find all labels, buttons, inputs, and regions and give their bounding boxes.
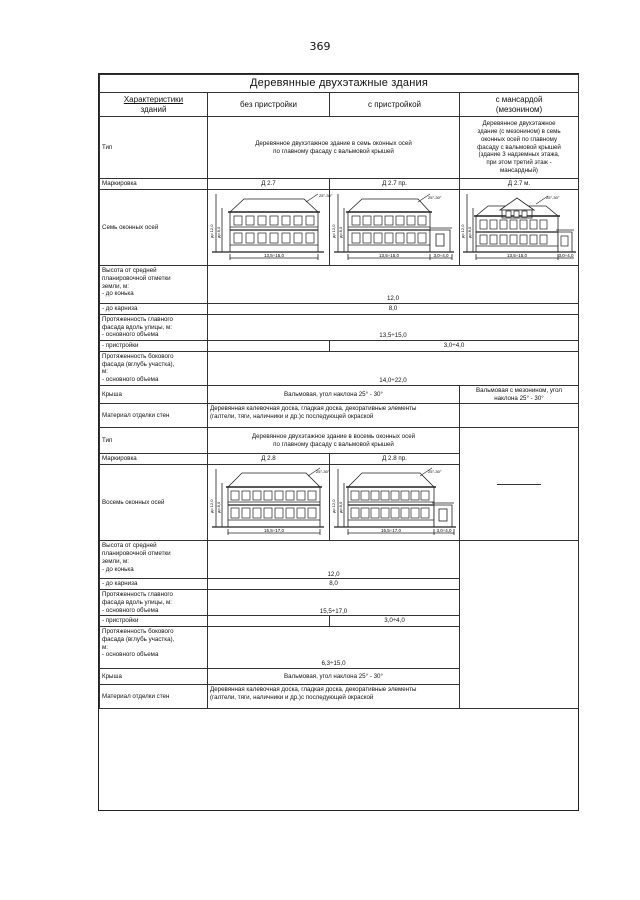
s7-mansard-width-main: 13,5÷15,0: [507, 253, 527, 258]
s8-roof-label: Крыша: [100, 669, 208, 685]
facade-drawing-mansard: [460, 190, 577, 264]
s8-drawing-h-eave: до 8,0: [216, 502, 221, 514]
s7-material-label: Материал отделки стен: [100, 404, 208, 428]
s8-type-text: Деревянное двухэтажное здание в восемь оконных осей по главному фасаду с вальмовой крышей: [208, 428, 460, 454]
s8-front-ext-empty: [208, 616, 330, 627]
s8-material-text: Деревянная калевочная доска, гладкая доска, декоративные элементы (галтели, тяги, наличники и др.)с последующей окраской: [208, 685, 460, 709]
s7-roof-label: Крыша: [100, 385, 208, 404]
s7-drawing-mansard: [460, 190, 579, 266]
s7-height-label: Высота от средней планировочной отметки земли, м: - до конька: [100, 266, 208, 304]
s8-drawing-roof-angle: 25°-30°: [316, 469, 330, 475]
s7-mansard-width-ext: 3,0÷4,0: [558, 253, 574, 258]
s8-height-eave: 8,0: [208, 579, 460, 590]
s7-front-ext: 3,0÷4,0: [330, 341, 579, 352]
s7-side-main: 14,0÷22,0: [208, 351, 579, 385]
header-mansard: с мансардой (мезонином): [460, 93, 579, 117]
s8-type-label: Тип: [100, 428, 208, 454]
facade-drawing-8-extension: [330, 465, 458, 539]
s7-drawing-width: 13,5÷15,0: [264, 253, 284, 258]
s7-type-label: Тип: [100, 117, 208, 179]
s7-ext-label: - пристройки: [100, 341, 208, 352]
s8-height-ridge: 12,0: [208, 541, 460, 579]
s8-marking-label: Маркировка: [100, 454, 208, 465]
s8-front-main: 15,5÷17,0: [208, 590, 460, 616]
s7-front-ext-empty: [208, 341, 330, 352]
s8-side-label: Протяженность бокового фасада (вглубь участка), м: - основного объема: [100, 627, 208, 669]
s8-roof-text: Вальмовая, угол наклона 25° - 30°: [208, 669, 460, 685]
s7-ext-h-eave: до 8,0: [338, 226, 343, 238]
s8-front-ext: 3,0÷4,0: [330, 616, 460, 627]
document-sheet: [98, 73, 579, 811]
s7-mansard-h-eave: до 8,0: [467, 226, 472, 238]
header-no-extension: без пристройки: [208, 93, 330, 117]
s8-material-label: Материал отделки стен: [100, 685, 208, 709]
s8-height-label: Высота от средней планировочной отметки земли, м: - до конька: [100, 541, 208, 579]
facade-drawing-extension: [330, 190, 458, 264]
s7-front-main: 13,5÷15,0: [208, 314, 579, 340]
s7-mansard-h-ridge: до 12,0: [460, 224, 465, 238]
s8-ext-roof-angle: 25°-30°: [428, 469, 442, 475]
s8-drawing-plain: [208, 465, 330, 541]
s8-marking-2: Д 2.8 пр.: [330, 454, 460, 465]
header-characteristics: Характеристики зданий: [100, 93, 208, 117]
s7-marking-3: Д 2.7 м.: [460, 179, 579, 190]
page-number: 369: [309, 40, 331, 53]
s7-drawing-roof-angle: 25°-30°: [319, 193, 333, 198]
s7-drawing-extension: [330, 190, 460, 266]
s7-height-eave: 8,0: [208, 304, 579, 315]
s8-drawing-h-ridge: до 12,0: [209, 499, 214, 514]
s7-mansard-roof-angle: 25°-30°: [546, 195, 560, 200]
s7-marking-1: Д 2.7: [208, 179, 330, 190]
s7-ext-h-ridge: до 12,0: [331, 224, 336, 238]
s8-drawing-width: 15,5÷17,0: [264, 528, 284, 534]
s7-side-label: Протяженность бокового фасада (вглубь участка), м: - основного объема: [100, 351, 208, 385]
s7-roof-mezzanine: Вальмовая с мезонином, угол наклона 25° - 30°: [460, 385, 579, 404]
s7-drawing-h-ridge: до 12,0: [209, 224, 214, 238]
s7-axes-label: Семь оконных осей: [100, 190, 208, 266]
s8-mansard-column-empty: [460, 541, 579, 709]
s8-mansard-empty: [460, 428, 579, 541]
s8-ext-width-main: 15,5÷17,0: [381, 528, 401, 534]
s8-axes-label: Восемь оконных осей: [100, 465, 208, 541]
s8-side-main: 6,3÷15,0: [208, 627, 460, 669]
s8-drawing-extension: [330, 465, 460, 541]
facade-drawing-8-plain: [208, 465, 328, 539]
s7-material-empty: [460, 404, 579, 428]
s8-ext-width-ext: 3,0÷4,0: [436, 528, 452, 534]
s7-marking-label: Маркировка: [100, 179, 208, 190]
s7-ext-width-ext: 3,0÷4,0: [433, 253, 449, 258]
s7-material-text: Деревянная калевочная доска, гладкая доска, декоративные элементы (галтели, тяги, наличники и др.)с последующей окраской: [208, 404, 460, 428]
s8-ext-label: - пристройки: [100, 616, 208, 627]
s8-ext-h-ridge: до 12,0: [331, 499, 336, 514]
buildings-table: [99, 74, 579, 709]
s8-marking-1: Д 2.8: [208, 454, 330, 465]
s7-height-ridge: 12,0: [208, 266, 579, 304]
s7-front-label: Протяженность главного фасада вдоль улицы, м: - основного объема: [100, 314, 208, 340]
s7-type-mezzanine: Деревянное двухэтажное здание (с мезонином) в семь оконных осей по главному фасаду с вальмовой крышей (здание 3 надземных этажа, при этом третий этаж - мансардный): [460, 117, 579, 179]
header-with-extension: с пристройкой: [330, 93, 460, 117]
s7-ext-width-main: 13,5÷15,0: [379, 253, 399, 258]
s8-ext-h-eave: до 8,0: [338, 502, 343, 514]
s8-front-label: Протяженность главного фасада вдоль улицы, м: - основного объема: [100, 590, 208, 616]
s7-roof-text: Вальмовая, угол наклона 25° - 30°: [208, 385, 460, 404]
facade-drawing-plain: [208, 190, 333, 264]
s7-type-text: Деревянное двухэтажное здание в семь оконных осей по главному фасаду с вальмовой крышей: [208, 117, 460, 179]
s7-ext-roof-angle: 25°-30°: [428, 195, 442, 200]
table-title: Деревянные двухэтажные здания: [100, 75, 579, 93]
s7-eave-label: - до карниза: [100, 304, 208, 315]
s7-drawing-plain: [208, 190, 333, 266]
s7-marking-2: Д 2.7 пр.: [330, 179, 460, 190]
s7-drawing-h-eave: до 8,0: [216, 226, 221, 238]
s8-eave-label: - до карниза: [100, 579, 208, 590]
s8-mansard-dash: [497, 484, 541, 485]
